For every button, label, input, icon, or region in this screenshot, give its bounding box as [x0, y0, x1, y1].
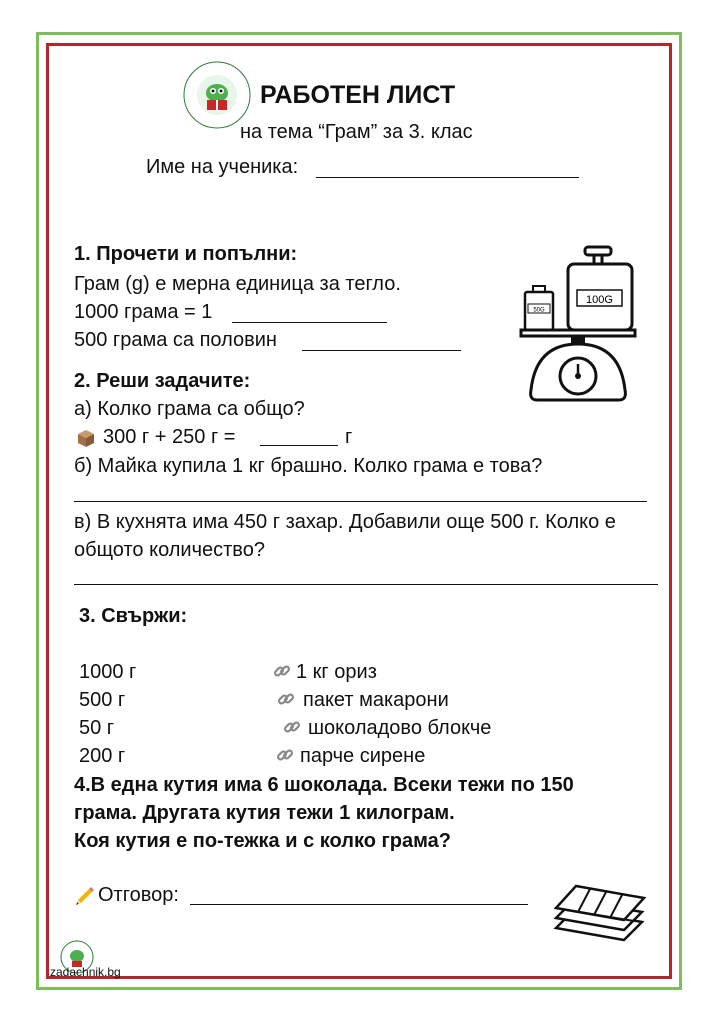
small-weight-label: 50G: [533, 307, 545, 314]
match-left-1: 1000 г: [79, 661, 137, 683]
answer-line: [190, 904, 528, 905]
chocolate-icon: [550, 878, 650, 948]
box-icon: [76, 428, 96, 448]
section2-b-question: б) Майка купила 1 кг брашно. Колко грама е това?: [74, 455, 543, 477]
big-weight-label: 100G: [586, 294, 613, 306]
section1-blank2: [302, 350, 461, 351]
match-left-4: 200 г: [79, 745, 126, 767]
section3-heading: 3. Свържи:: [79, 605, 188, 627]
section1-line1: Грам (g) е мерна единица за тегло.: [74, 273, 401, 295]
footer-site: zadachnik.bg: [50, 965, 121, 979]
link-icon: [277, 690, 295, 708]
match-right-2: пакет макарони: [303, 689, 449, 711]
section2-c-question-2: общото количество?: [74, 539, 265, 561]
student-name-label: Име на ученика:: [146, 156, 299, 178]
section4-line2: грама. Другата кутия тежи 1 килограм.: [74, 802, 455, 824]
section2-a-unit: г: [345, 426, 353, 448]
section1-heading: 1. Прочети и попълни:: [74, 243, 298, 265]
section1-line3: 500 грама са половин: [74, 329, 277, 351]
match-left-3: 50 г: [79, 717, 115, 739]
section2-c-question-1: в) В кухнята има 450 г захар. Добавили още 500 г. Колко е: [74, 511, 616, 533]
section4-line3: Коя кутия е по-тежка и с колко грама?: [74, 830, 452, 852]
link-icon: [283, 718, 301, 736]
section2-c-answer-line: [74, 584, 658, 585]
page-subtitle: на тема “Грам” за 3. клас: [240, 121, 473, 143]
student-name-line: [316, 177, 579, 178]
match-right-3: шоколадово блокче: [308, 717, 492, 739]
section2-a-blank: [260, 445, 338, 446]
match-right-4: парче сирене: [300, 745, 426, 767]
section2-a-expression: 300 г + 250 г =: [103, 426, 236, 448]
section2-heading: 2. Реши задачите:: [74, 370, 251, 392]
link-icon: [273, 662, 291, 680]
section4-line1: 4.В една кутия има 6 шоколада. Всеки тежи по 150: [74, 774, 574, 796]
answer-label: Отговор:: [98, 884, 179, 906]
section1-line2: 1000 грама = 1: [74, 301, 213, 323]
link-icon: [276, 746, 294, 764]
scale-icon: [515, 240, 650, 410]
section1-blank1: [232, 322, 387, 323]
section2-b-answer-line: [74, 501, 647, 502]
logo-icon: [182, 60, 252, 130]
page-title: РАБОТЕН ЛИСТ: [260, 81, 456, 109]
match-right-1: 1 кг ориз: [296, 661, 377, 683]
match-left-2: 500 г: [79, 689, 126, 711]
pencil-icon: [74, 884, 96, 906]
section2-a-question: а) Колко грама са общо?: [74, 398, 305, 420]
